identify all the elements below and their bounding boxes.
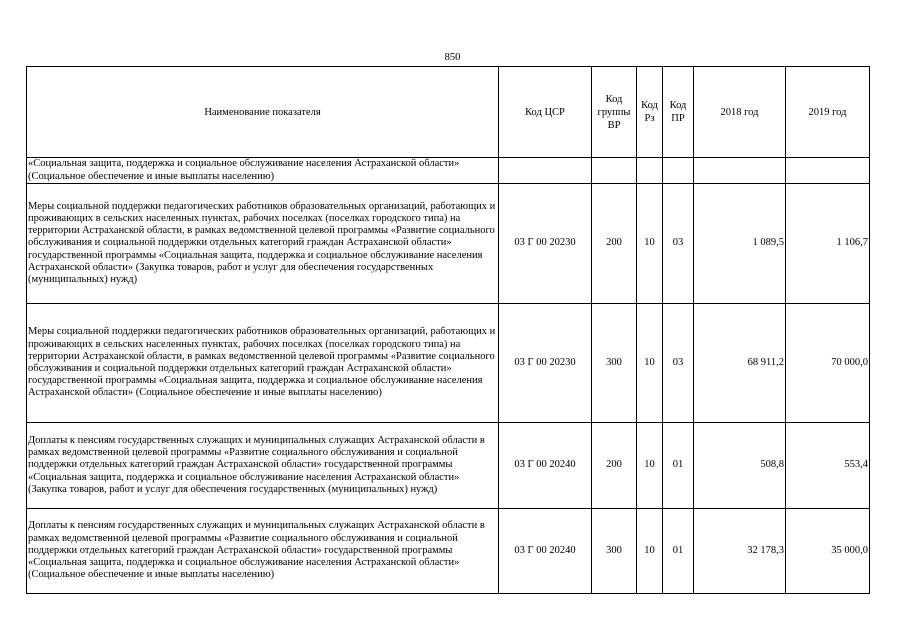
header-csr-code: Код ЦСР	[499, 67, 592, 158]
row-pr-cell: 01	[663, 423, 694, 509]
row-2019-cell: 35 000,0	[786, 509, 870, 594]
row-2019-cell: 553,4	[786, 423, 870, 509]
row-csr-cell: 03 Г 00 20240	[499, 423, 592, 509]
header-vr-code: Код группы ВР	[592, 67, 637, 158]
row-vr-cell	[592, 158, 637, 184]
row-rz-cell: 10	[637, 184, 663, 304]
header-year-2018: 2018 год	[694, 67, 786, 158]
row-2018-cell: 32 178,3	[694, 509, 786, 594]
row-vr-cell: 300	[592, 509, 637, 594]
row-name-cell: «Социальная защита, поддержка и социальное обслуживание населения Астраханской области» (Социальное обеспечение и иные выплаты населению)	[27, 158, 499, 184]
row-rz-cell: 10	[637, 509, 663, 594]
table-header-row	[27, 67, 870, 158]
row-rz-cell: 10	[637, 423, 663, 509]
row-pr-cell	[663, 158, 694, 184]
row-name-cell: Меры социальной поддержки педагогических работников образовательных организаций, работающих и проживающих в сельских населенных пунктах, рабочих поселках (поселках городского типа) на территории Астраханской области, в рамках ведомственной целевой программы «Развитие социального обслуживания и социальной поддержки отдельных категорий граждан Астраханской области» государственной программы «Социальная защита, поддержка и социальное обслуживание населения Астраханской области» (Закупка товаров, работ и услуг для обеспечения государственных (муниципальных) нужд)	[27, 184, 499, 304]
header-year-2019: 2019 год	[786, 67, 870, 158]
row-pr-cell: 03	[663, 184, 694, 304]
row-2018-cell: 68 911,2	[694, 304, 786, 423]
row-csr-cell	[499, 158, 592, 184]
header-name: Наименование показателя	[27, 67, 499, 158]
table-row	[27, 304, 870, 423]
row-pr-cell: 01	[663, 509, 694, 594]
row-rz-cell: 10	[637, 304, 663, 423]
row-pr-cell: 03	[663, 304, 694, 423]
row-rz-cell	[637, 158, 663, 184]
row-2019-cell: 70 000,0	[786, 304, 870, 423]
table-row	[27, 158, 870, 184]
row-csr-cell: 03 Г 00 20230	[499, 184, 592, 304]
header-rz-code: Код Рз	[637, 67, 663, 158]
row-2018-cell: 1 089,5	[694, 184, 786, 304]
row-name-cell: Доплаты к пенсиям государственных служащих и муниципальных служащих Астраханской области в рамках ведомственной целевой программы «Развитие социального обслуживания и социальной поддержки отдельных категорий граждан Астраханской области» государственной программы «Социальная защита, поддержка и социальное обслуживание населения Астраханской области» (Закупка товаров, работ и услуг для обеспечения государственных (муниципальных) нужд)	[27, 423, 499, 509]
row-csr-cell: 03 Г 00 20240	[499, 509, 592, 594]
row-vr-cell: 200	[592, 423, 637, 509]
row-2019-cell	[786, 158, 870, 184]
row-name-cell: Меры социальной поддержки педагогических работников образовательных организаций, работающих и проживающих в сельских населенных пунктах, рабочих поселках (поселках городского типа) на территории Астраханской области, в рамках ведомственной целевой программы «Развитие социального обслуживания и социальной поддержки отдельных категорий граждан Астраханской области» государственной программы «Социальная защита, поддержка и социальное обслуживание населения Астраханской области» (Социальное обеспечение и иные выплаты населению)	[27, 304, 499, 423]
header-pr-code: Код ПР	[663, 67, 694, 158]
table-row	[27, 184, 870, 304]
table-row	[27, 509, 870, 594]
page-number: 850	[444, 52, 461, 63]
budget-table	[26, 66, 870, 594]
row-name-cell: Доплаты к пенсиям государственных служащих и муниципальных служащих Астраханской области в рамках ведомственной целевой программы «Развитие социального обслуживания и социальной поддержки отдельных категорий граждан Астраханской области» государственной программы «Социальная защита, поддержка и социальное обслуживание населения Астраханской области» (Социальное обеспечение и иные выплаты населению)	[27, 509, 499, 594]
row-2018-cell: 508,8	[694, 423, 786, 509]
row-vr-cell: 200	[592, 184, 637, 304]
row-2019-cell: 1 106,7	[786, 184, 870, 304]
row-vr-cell: 300	[592, 304, 637, 423]
table-row	[27, 423, 870, 509]
row-csr-cell: 03 Г 00 20230	[499, 304, 592, 423]
row-2018-cell	[694, 158, 786, 184]
